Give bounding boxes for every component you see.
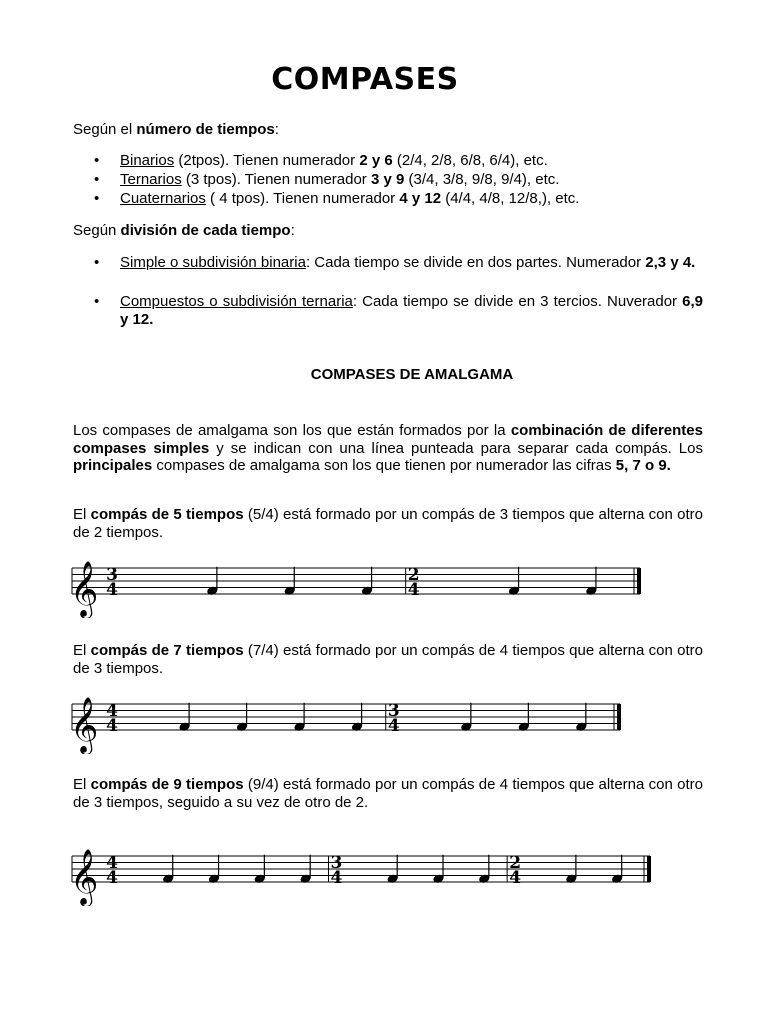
paragraph-text: Los compases de amalgama son los que están formados por la: [73, 422, 511, 439]
time-sig-numerator: 3: [106, 565, 118, 585]
paragraph-bold: compás de 5 tiempos: [90, 506, 244, 523]
bullet-icon: •: [94, 293, 100, 310]
list-bold: 6,9 y 12.: [120, 293, 703, 328]
example-5-tiempos: [73, 506, 703, 541]
paragraph-text: (9/4) está formado por un compás de 4 tiempos que alterna con otro de 3 tiempos, seguido a su vez de otro de 2.: [73, 776, 703, 811]
paragraph-bold: compás de 9 tiempos: [90, 776, 244, 793]
paragraph-text: y se indican con una línea punteada para separar cada compás. Los: [209, 439, 703, 457]
list-item: [94, 254, 703, 272]
time-sig-numerator: 2: [509, 853, 522, 873]
list-bold: 2,3 y 4.: [645, 254, 696, 271]
section-bold: división de cada tiempo: [120, 222, 291, 239]
section-colon: :: [274, 121, 279, 138]
bullet-icon: •: [94, 190, 100, 207]
time-sig-numerator: 3: [330, 853, 343, 873]
paragraph-text: El: [73, 776, 91, 793]
bullet-icon: •: [94, 152, 100, 169]
section-colon: :: [290, 222, 295, 239]
time-sig-denominator: 4: [509, 868, 522, 888]
list-text: ( 4 tpos). Tienen numerador: [205, 190, 400, 207]
final-thick-barline: [637, 568, 641, 594]
list-text: (2/4, 2/8, 6/8, 6/4), etc.: [392, 152, 548, 169]
list-bold: 4 y 12: [399, 190, 442, 207]
list-item: [94, 152, 703, 170]
time-sig-numerator: 2: [407, 565, 420, 585]
bullet-icon: •: [94, 254, 100, 271]
time-sig-numerator: 4: [106, 853, 118, 873]
list-text: : Cada tiempo se divide en 3 tercios. Nuverador: [352, 293, 683, 310]
example-9-tiempos: [73, 776, 703, 811]
section-division-tiempo: [73, 222, 703, 240]
paragraph-bold: combinación de diferentes compases simples: [73, 422, 703, 457]
bullet-icon: •: [94, 171, 100, 188]
intro-paragraph: [73, 422, 703, 475]
time-sig-numerator: 3: [387, 701, 400, 721]
list-term: Ternarios: [120, 171, 182, 188]
music-staff: [66, 694, 626, 754]
section-text: Según: [73, 222, 121, 239]
treble-clef-icon: 𝄞: [70, 697, 99, 753]
paragraph-text: El: [73, 506, 91, 523]
list-text: (3 tpos). Tienen numerador: [181, 171, 371, 188]
list-bold: 3 y 9: [370, 171, 405, 188]
final-thick-barline: [647, 856, 651, 882]
list-text: (3/4, 3/8, 9/8, 9/4), etc.: [404, 171, 560, 188]
staff-svg: [66, 694, 626, 754]
time-sig-denominator: 4: [106, 868, 118, 888]
time-sig-denominator: 4: [106, 580, 118, 600]
paragraph-text: compases de amalgama son los que tienen por numerador las cifras: [152, 457, 616, 474]
staff-svg: [66, 846, 656, 906]
list-item: [94, 190, 703, 208]
list-text: (2tpos). Tienen numerador: [174, 152, 360, 169]
treble-clef-icon: 𝄞: [70, 561, 99, 617]
section-bold: número de tiempos: [136, 121, 275, 138]
section-heading-amalgama: COMPASES DE AMALGAMA: [310, 366, 514, 383]
time-sig-denominator: 4: [407, 580, 420, 600]
music-staff: [66, 846, 656, 906]
list-text: (4/4, 4/8, 12/8,), etc.: [441, 190, 580, 207]
paragraph-text: (5/4) está formado por un compás de 3 tiempos que alterna con otro de 2 tiempos.: [73, 506, 703, 541]
section-text: Según el: [73, 121, 137, 138]
staff-svg: [66, 558, 646, 618]
list-item: [94, 171, 703, 189]
list-term: Cuaternarios: [120, 190, 206, 207]
final-thick-barline: [617, 704, 621, 730]
list-term: Simple o subdivisión binaria: [120, 254, 306, 271]
list-term: Compuestos o subdivisión ternaria: [120, 293, 353, 310]
music-staff: [66, 558, 646, 618]
time-sig-denominator: 4: [106, 716, 118, 736]
paragraph-bold: 5, 7 o 9.: [615, 457, 671, 474]
list-text: : Cada tiempo se divide en dos partes. Numerador: [305, 254, 646, 271]
page-title: COMPASES: [271, 62, 459, 97]
list-bold: 2 y 6: [359, 152, 393, 169]
time-sig-denominator: 4: [330, 868, 343, 888]
time-sig-numerator: 4: [106, 701, 118, 721]
list-term: Binarios: [120, 152, 175, 169]
example-7-tiempos: [73, 642, 703, 677]
paragraph-text: (7/4) está formado por un compás de 4 tiempos que alterna con otro de 3 tiempos.: [73, 642, 703, 677]
paragraph-bold: compás de 7 tiempos: [90, 642, 244, 659]
section-numero-tiempos: [73, 121, 703, 139]
treble-clef-icon: 𝄞: [70, 849, 99, 905]
time-sig-denominator: 4: [387, 716, 400, 736]
list-item: [94, 293, 703, 328]
paragraph-text: El: [73, 642, 91, 659]
paragraph-bold: principales: [73, 457, 153, 474]
